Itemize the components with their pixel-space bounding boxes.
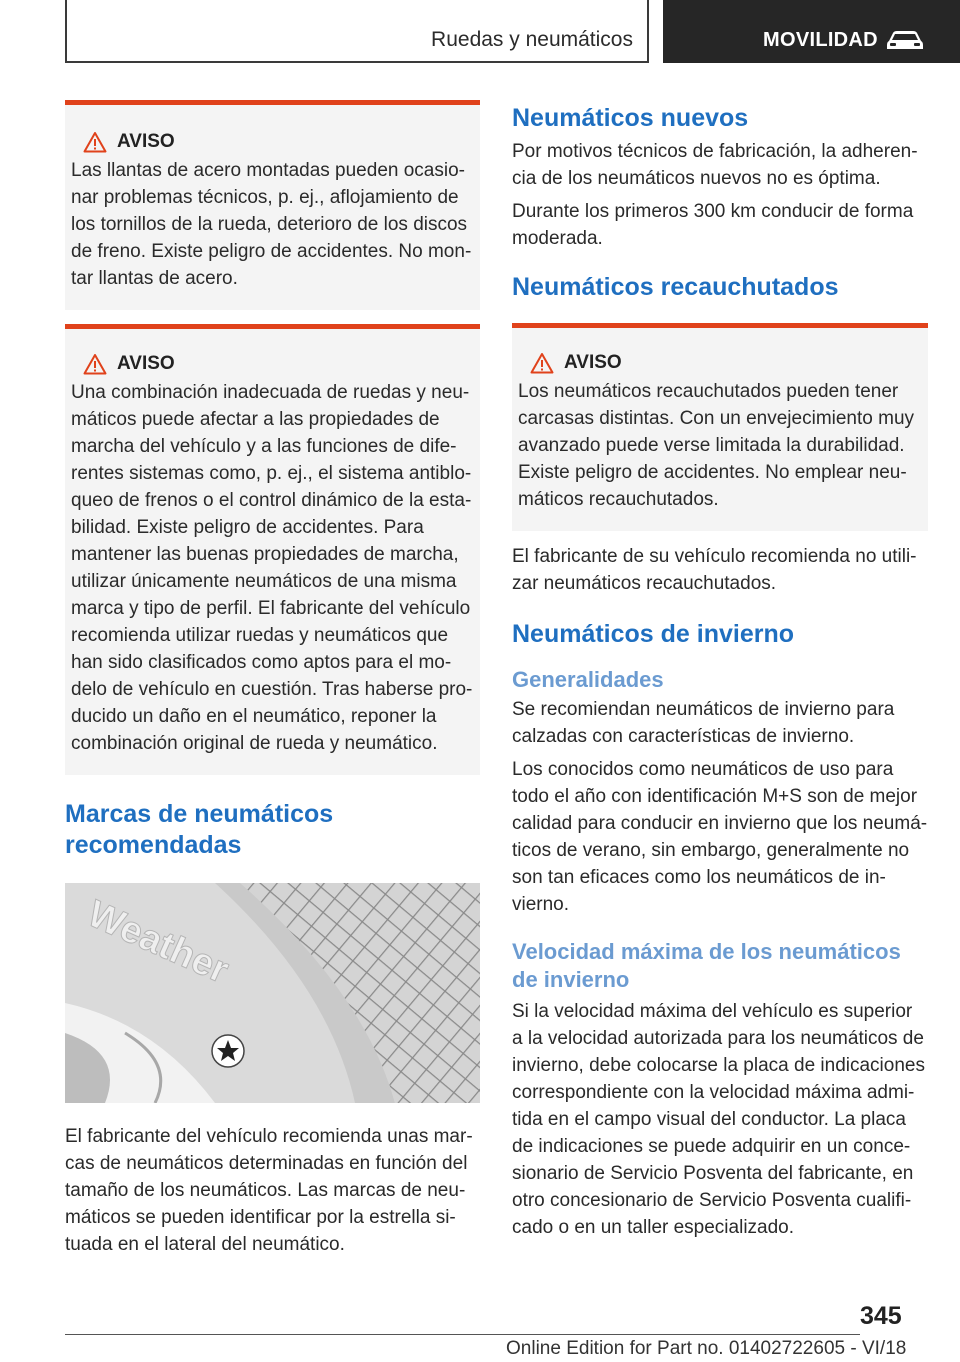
heading-max-speed-winter: Velocidad máxima de los neumáticos de invierno	[512, 939, 901, 992]
heading-retreaded-tires: Neumáticos recauchutados	[512, 273, 839, 301]
warning-box-steel-rims	[65, 100, 480, 310]
warning-box-retreaded	[512, 323, 928, 531]
warning-title: AVISO	[117, 131, 175, 152]
warning-title: AVISO	[117, 353, 175, 374]
general-text-2: Los conocidos como neumáticos de uso para todo el año con identificación M+S son de mejor calidad para conducir en invierno que los neumá-ticos de verano, sin embargo, generalmente no son tan eficaces como los neumáticos de in-vierno.	[512, 759, 928, 915]
edition-info: Online Edition for Part no. 01402722605 - VI/18	[506, 1338, 907, 1359]
new-tires-text-1: Por motivos técnicos de fabricación, la adheren-cia de los neumáticos nuevos no es óptima.	[512, 141, 918, 189]
heading-recommended-brands: Marcas de neumáticos recomendadas	[65, 800, 334, 859]
car-icon	[885, 28, 925, 52]
section-title: MOVILIDAD	[763, 29, 878, 51]
header-section-tab	[663, 0, 960, 63]
tire-sidewall-text: Weather	[81, 892, 235, 992]
page-number: 345	[860, 1302, 902, 1330]
tire-illustration	[65, 883, 480, 1103]
warning-text: Las llantas de acero montadas pueden ocasio-nar problemas técnicos, p. ej., aflojamiento de los tornillos de la rueda, deterioro de los discos de freno. Existe peligro de accidentes. No mon-tar llantas de acero.	[71, 160, 472, 289]
warning-title: AVISO	[564, 352, 622, 373]
chapter-title: Ruedas y neumáticos	[431, 28, 633, 51]
header-chapter-tab	[65, 0, 649, 63]
general-text-1: Se recomiendan neumáticos de invierno para calzadas con características de invierno.	[512, 699, 895, 747]
warning-triangle-icon	[83, 131, 107, 153]
tire-star-marking-image	[65, 883, 480, 1103]
recommended-brands-text: El fabricante del vehículo recomienda unas mar-cas de neumáticos determinadas en función del tamaño de los neumáticos. Las marcas de neu-máticos se pueden identificar por la estrella si-tuada en el lateral del neumático.	[65, 1126, 473, 1255]
max-speed-text: Si la velocidad máxima del vehículo es superior a la velocidad autorizada para los neumáticos de invierno, debe colocarse la placa de indicaciones correspondiente con la velocidad máxima admi-tida en el campo visual del conductor. La placa de indicaciones se puede adquirir en un conce-sionario de Servicio Posventa del fabricante, en otro concesionario de Servicio Posventa cualifi-cado o en un taller especializado.	[512, 1001, 925, 1238]
left-column	[65, 100, 480, 1258]
warning-text: Una combinación inadecuada de ruedas y neu-máticos puede afectar a las propiedades de marcha del vehículo y a las funciones de dife-rentes sistemas como, p. ej., el sistema antiblo-queo de frenos o el control dinámico de la esta-bilidad. Existe peligro de accidentes. Para mantener las buenas propiedades de marcha, utilizar únicamente neumáticos de una misma marca y tipo de perfil. El fabricante del vehículo recomienda utilizar ruedas y neumáticos que han sido clasificados como aptos para el mo-delo de vehículo en cuestión. Tras haberse pro-ducido un daño en el neumático, reponer la combinación original de rueda y neumático.	[71, 382, 473, 754]
warning-triangle-icon	[530, 352, 554, 374]
heading-new-tires: Neumáticos nuevos	[512, 104, 749, 132]
new-tires-text-2: Durante los primeros 300 km conducir de forma moderada.	[512, 201, 914, 249]
warning-text: Los neumáticos recauchutados pueden tener carcasas distintas. Con un envejecimiento muy avanzado puede verse limitada la durabilidad. Existe peligro de accidentes. No emplear neu-máticos recauchutados.	[518, 381, 915, 510]
warning-triangle-icon	[83, 353, 107, 375]
warning-box-wheel-tire-combo	[65, 324, 480, 775]
star-marking-icon	[212, 1035, 244, 1067]
right-column	[512, 103, 928, 1241]
footer-divider	[65, 1334, 860, 1335]
retreaded-recommendation-text: El fabricante de su vehículo recomienda no utili-zar neumáticos recauchutados.	[512, 546, 917, 594]
heading-general: Generalidades	[512, 667, 664, 692]
heading-winter-tires: Neumáticos de invierno	[512, 620, 795, 648]
